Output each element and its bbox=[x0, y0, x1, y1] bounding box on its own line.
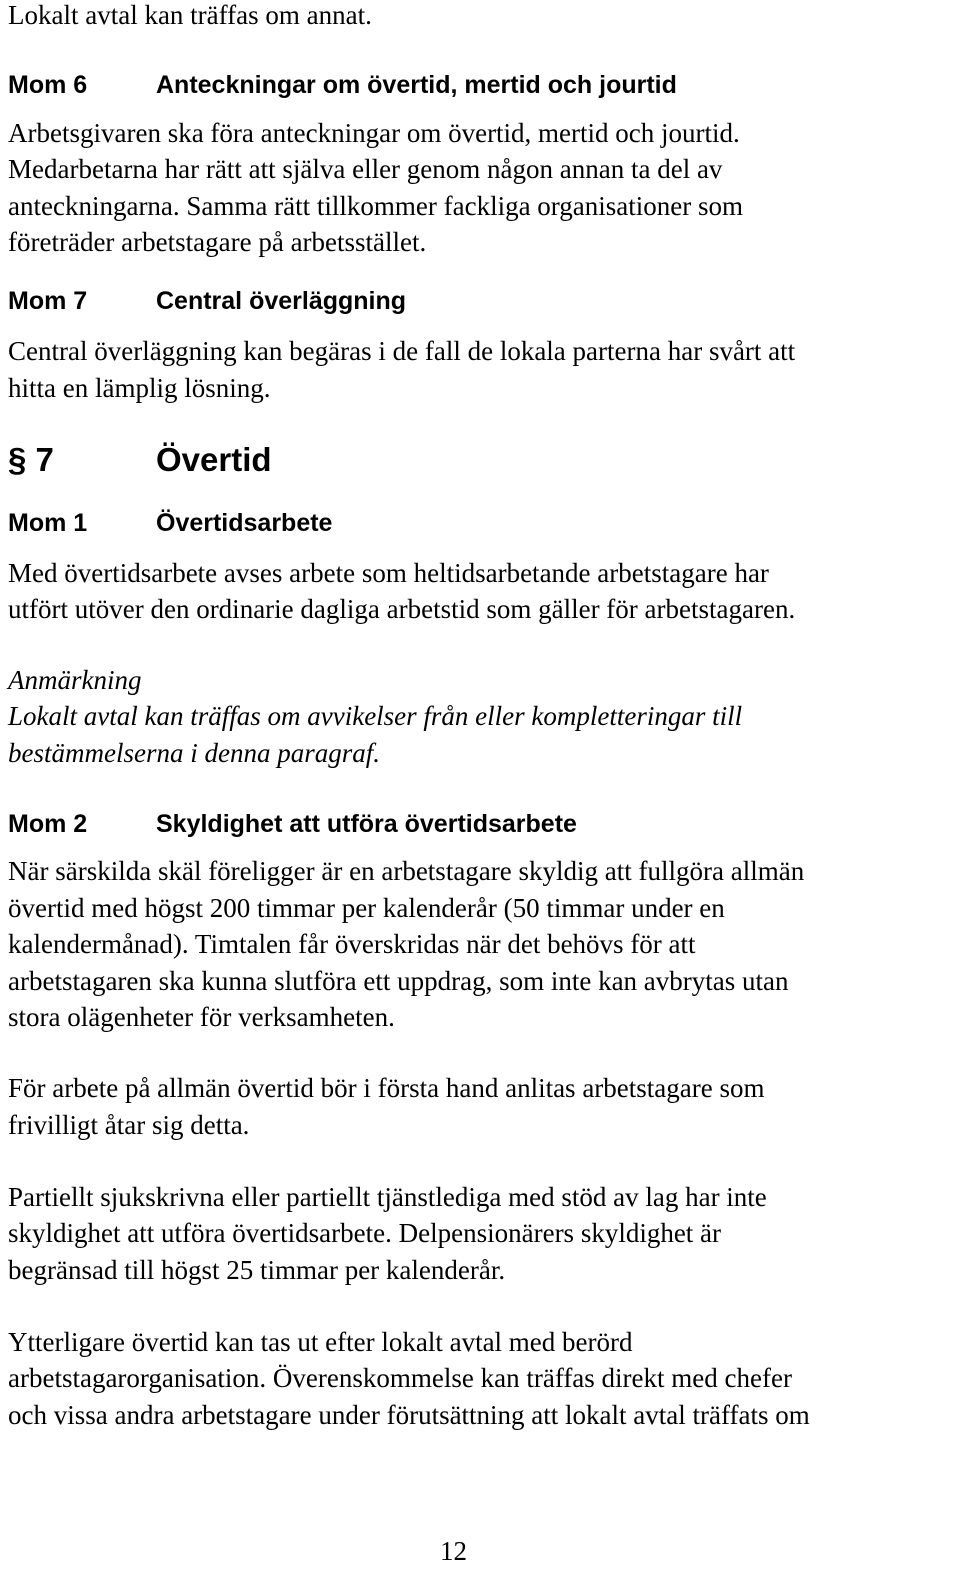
section-heading-mom-7: Central överläggning bbox=[156, 287, 407, 315]
paragraph-line: hitta en lämplig lösning. bbox=[8, 373, 271, 403]
section-number-mom-6: Mom 6 bbox=[8, 71, 88, 99]
paragraph-line: arbetstagarorganisation. Överenskommelse kan träffas direkt med chefer bbox=[8, 1363, 792, 1393]
paragraph-line: och vissa andra arbetstagare under förutsättning att lokalt avtal träffats om bbox=[8, 1400, 810, 1430]
note-label: Anmärkning bbox=[8, 665, 142, 695]
paragraph-line: kalendermånad). Timtalen får överskridas när det behövs för att bbox=[8, 929, 696, 959]
page-number: 12 bbox=[440, 1536, 467, 1566]
section-number-mom-1: Mom 1 bbox=[8, 509, 88, 537]
paragraph-line: övertid med högst 200 timmar per kalenderår (50 timmar under en bbox=[8, 893, 725, 923]
section-heading-overtid: Övertid bbox=[156, 441, 272, 478]
note-line: Lokalt avtal kan träffas om avvikelser från eller kompletteringar till bbox=[8, 701, 743, 731]
paragraph-line: skyldighet att utföra övertidsarbete. Delpensionärers skyldighet är bbox=[8, 1218, 722, 1248]
paragraph-line: Medarbetarna har rätt att själva eller genom någon annan ta del av bbox=[8, 154, 723, 184]
section-number-mom-2: Mom 2 bbox=[8, 810, 88, 838]
paragraph-line: stora olägenheter för verksamheten. bbox=[8, 1002, 395, 1032]
section-heading-mom-1: Övertidsarbete bbox=[156, 509, 333, 537]
paragraph-line: anteckningarna. Samma rätt tillkommer fackliga organisationer som bbox=[8, 191, 744, 221]
paragraph-line: Arbetsgivaren ska föra anteckningar om övertid, mertid och jourtid. bbox=[8, 118, 740, 148]
paragraph-line: utfört utöver den ordinarie dagliga arbetstid som gäller för arbetstagaren. bbox=[8, 594, 796, 624]
paragraph-line: Med övertidsarbete avses arbete som heltidsarbetande arbetstagare har bbox=[8, 558, 769, 588]
section-number-paragraph-7: § 7 bbox=[8, 441, 54, 478]
paragraph-line: När särskilda skäl föreligger är en arbetstagare skyldig att fullgöra allmän bbox=[8, 856, 805, 886]
paragraph-line: Lokalt avtal kan träffas om annat. bbox=[8, 0, 372, 30]
paragraph-line: Central överläggning kan begäras i de fall de lokala parterna har svårt att bbox=[8, 336, 796, 366]
paragraph-line: Ytterligare övertid kan tas ut efter lokalt avtal med berörd bbox=[8, 1327, 633, 1357]
paragraph-line: Partiellt sjukskrivna eller partiellt tjänstlediga med stöd av lag har inte bbox=[8, 1182, 767, 1212]
paragraph-line: begränsad till högst 25 timmar per kalenderår. bbox=[8, 1255, 506, 1285]
paragraph-line: arbetstagaren ska kunna slutföra ett uppdrag, som inte kan avbrytas utan bbox=[8, 966, 789, 996]
section-number-mom-7: Mom 7 bbox=[8, 287, 88, 315]
section-heading-mom-2: Skyldighet att utföra övertidsarbete bbox=[156, 810, 577, 838]
section-heading-mom-6: Anteckningar om övertid, mertid och jourtid bbox=[156, 71, 677, 99]
paragraph-line: För arbete på allmän övertid bör i första hand anlitas arbetstagare som bbox=[8, 1073, 765, 1103]
note-line: bestämmelserna i denna paragraf. bbox=[8, 738, 380, 768]
paragraph-line: frivilligt åtar sig detta. bbox=[8, 1110, 250, 1140]
paragraph-line: företräder arbetstagare på arbetsstället. bbox=[8, 227, 427, 257]
